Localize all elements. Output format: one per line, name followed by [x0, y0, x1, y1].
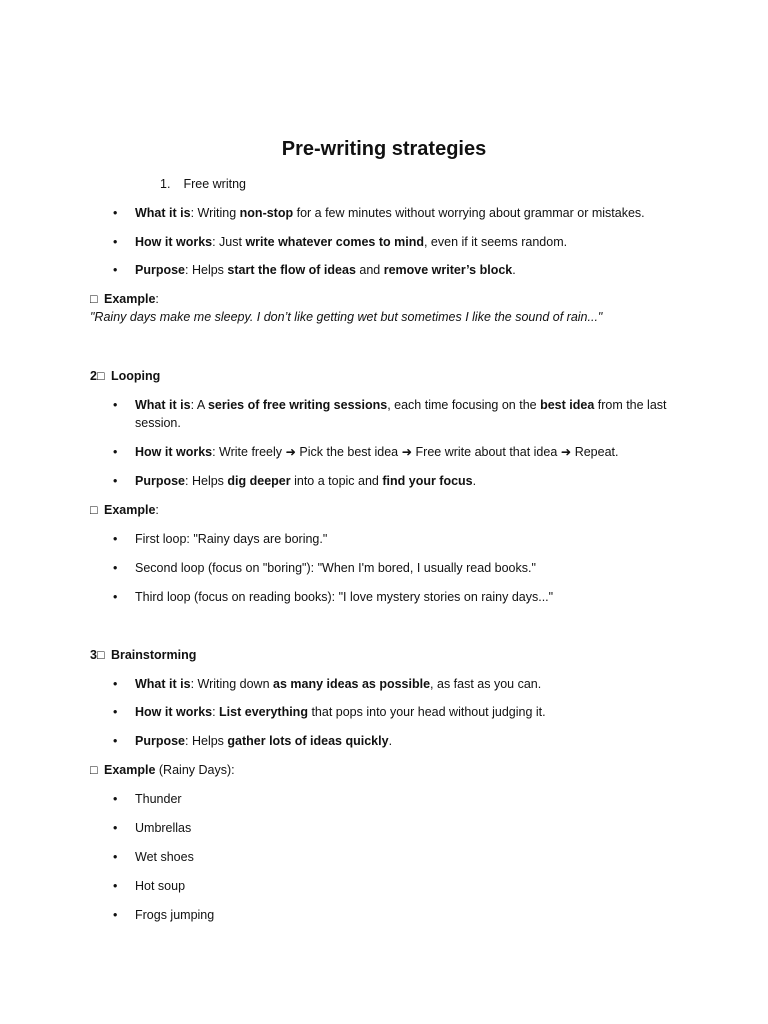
example-label: Example [104, 503, 156, 517]
example-item-text: Thunder [135, 792, 182, 806]
section3-bullet-text [135, 675, 673, 693]
missing-glyph-icon: □ [90, 763, 98, 777]
bullet-icon: • [113, 677, 118, 691]
example-item-text: Umbrellas [135, 821, 192, 835]
section2-bullet-text [135, 443, 673, 461]
missing-glyph-icon: □ [90, 292, 98, 306]
section3-bullet-text [135, 703, 673, 721]
bullet-icon: • [113, 532, 118, 546]
bold-run: gather lots of ideas quickly [227, 734, 389, 748]
missing-glyph-icon: □ [96, 369, 105, 383]
bullet-icon: • [113, 263, 118, 277]
section3-example-item-2 [113, 848, 673, 866]
text-run: . [512, 263, 516, 277]
example-item-text: Hot soup [135, 879, 186, 893]
bold-run: What it is [135, 677, 191, 691]
section3-example-item-0 [113, 790, 673, 808]
bullet-icon: • [113, 206, 118, 220]
example-item-text: Second loop (focus on "boring"): "When I'm bored, I usually read books." [135, 561, 536, 575]
missing-glyph-icon: □ [90, 503, 98, 517]
section1-bullet-text [135, 204, 673, 222]
bullet-icon: • [113, 879, 118, 893]
text-run: : Just [212, 235, 246, 249]
bold-run: Purpose [135, 734, 186, 748]
section2-bullet-text [135, 472, 673, 490]
section2-bullet-0 [113, 396, 673, 432]
bold-run: What it is [135, 206, 191, 220]
text-run: : Writing [190, 206, 240, 220]
text-run: , even if it seems random. [423, 235, 568, 249]
section2-example-item-2 [113, 588, 673, 606]
bullet-icon: • [113, 590, 118, 604]
bold-run: write whatever comes to mind [245, 235, 424, 249]
bold-run: List everything [219, 705, 308, 719]
text-run: , each time focusing on the [387, 398, 541, 412]
section2-bullet-1 [113, 443, 673, 461]
section3-bullet-2 [113, 732, 673, 750]
text-run: , as fast as you can. [430, 677, 542, 691]
bold-run: find your focus [382, 474, 473, 488]
section2-bullet-2 [113, 472, 673, 490]
section3-example-label: □ Example (Rainy Days): [90, 763, 235, 777]
text-run: for a few minutes without worrying about grammar or mistakes. [293, 206, 645, 220]
section3-example-item-4 [113, 906, 673, 924]
bullet-icon: • [113, 908, 118, 922]
section1-example-label: □ Example: [90, 292, 159, 306]
section1-bullet-0 [113, 204, 673, 222]
section2-number: 2 [90, 369, 97, 383]
example-label: Example [104, 763, 156, 777]
example-item-text: Frogs jumping [135, 908, 215, 922]
text-run: : Write freely ➜ Pick the best idea ➜ Free write about that idea ➜ Repeat. [212, 445, 619, 459]
bold-run: What it is [135, 398, 191, 412]
text-run: : Helps [185, 263, 228, 277]
example-item-text: Third loop (focus on reading books): "I love mystery stories on rainy days..." [135, 590, 554, 604]
example-label: Example [104, 292, 156, 306]
bullet-icon: • [113, 474, 118, 488]
text-run: : Writing down [190, 677, 274, 691]
bullet-icon: • [113, 792, 118, 806]
section2-example-item-0 [113, 530, 673, 548]
section1-bullet-text [135, 233, 673, 251]
section3-example-item-1 [113, 819, 673, 837]
bullet-icon: • [113, 235, 118, 249]
missing-glyph-icon: □ [96, 648, 105, 662]
bold-run: as many ideas as possible [273, 677, 431, 691]
bold-run: Purpose [135, 474, 186, 488]
text-run: and [355, 263, 384, 277]
bold-run: start the flow of ideas [227, 263, 356, 277]
section1-number: 1. [160, 177, 171, 191]
example-item-text: Wet shoes [135, 850, 194, 864]
text-run: : A [190, 398, 208, 412]
text-run: . [472, 474, 477, 488]
section1-title: Free writng [183, 177, 247, 191]
text-run: from the last session. [135, 398, 667, 430]
bold-run: dig deeper [227, 474, 291, 488]
section2-bullet-text [135, 396, 673, 432]
section3-bullet-1 [113, 703, 673, 721]
section1-heading [160, 175, 768, 193]
bold-run: best idea [540, 398, 595, 412]
text-run: : [212, 705, 220, 719]
bold-run: How it works [135, 235, 213, 249]
text-run: that pops into your head without judging it. [307, 705, 546, 719]
section3-heading [90, 646, 768, 664]
section1-bullet-1 [113, 233, 673, 251]
text-run: . [388, 734, 393, 748]
section1-example-text: "Rainy days make me sleepy. I don’t like getting wet but sometimes I like the sound of rain..." [90, 310, 603, 324]
bullet-icon: • [113, 821, 118, 835]
section1-bullet-2 [113, 261, 673, 279]
section3-bullet-0 [113, 675, 673, 693]
bullet-icon: • [113, 850, 118, 864]
text-run: into a topic and [290, 474, 383, 488]
section2-heading [90, 367, 768, 385]
bullet-icon: • [113, 734, 118, 748]
bold-run: How it works [135, 705, 213, 719]
bullet-icon: • [113, 705, 118, 719]
bold-run: series of free writing sessions [207, 398, 388, 412]
bullet-icon: • [113, 561, 118, 575]
bold-run: Purpose [135, 263, 186, 277]
section2-example-label: □ Example: [90, 503, 159, 517]
bullet-icon: • [113, 445, 118, 459]
section2-title: Looping [110, 369, 161, 383]
bullet-icon: • [113, 398, 118, 412]
section3-title: Brainstorming [110, 648, 197, 662]
text-run: : Helps [185, 474, 228, 488]
bold-run: How it works [135, 445, 213, 459]
section3-number: 3 [90, 648, 97, 662]
section3-example-item-3 [113, 877, 673, 895]
page-title: Pre-writing strategies [281, 138, 487, 160]
section3-bullet-text [135, 732, 673, 750]
bold-run: non-stop [239, 206, 294, 220]
section2-example-item-1 [113, 559, 673, 577]
text-run: : Helps [185, 734, 228, 748]
bold-run: remove writer’s block [383, 263, 513, 277]
section1-bullet-text [135, 261, 673, 279]
example-item-text: First loop: "Rainy days are boring." [135, 532, 328, 546]
